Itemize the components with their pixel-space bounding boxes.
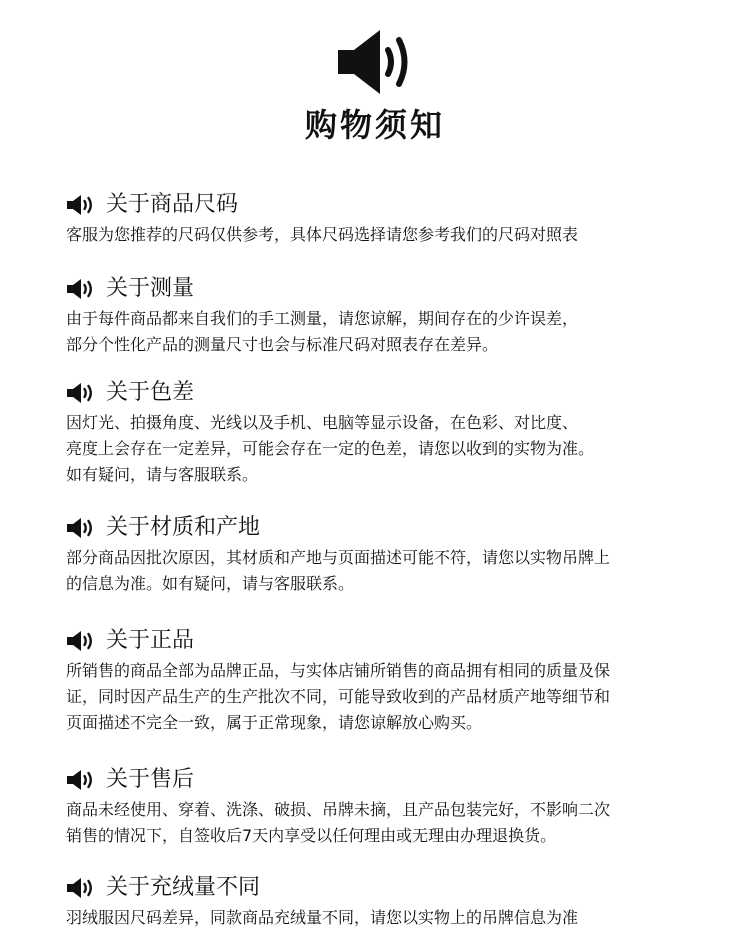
section-material-origin [66,513,696,597]
speaker-icon [66,630,94,652]
section-text: 因灯光、拍摄角度、光线以及手机、电脑等显示设备，在色彩、对比度、 [66,413,579,432]
section-title: 关于正品 [106,628,195,653]
section-text: 商品未经使用、穿着、洗涤、破损、吊牌未摘，且产品包装完好，不影响二次 [66,800,611,819]
section-title: 关于色差 [106,380,195,405]
section-title: 关于测量 [106,276,195,301]
speaker-icon [66,194,94,216]
section-text: 亮度上会存在一定差异，可能会存在一定的色差，请您以收到的实物为准。 [66,439,595,458]
section-title: 关于充绒量不同 [106,875,261,900]
section-text: 由于每件商品都来自我们的手工测量，请您谅解，期间存在的少许误差， [66,309,579,328]
speaker-icon [336,28,414,96]
page-title: 购物须知 [304,106,445,144]
section-title: 关于售后 [106,767,195,792]
section-text: 销售的情况下，自签收后7天内享受以任何理由或无理由办理退换货。 [66,826,557,845]
speaker-icon [66,382,94,404]
section-text: 部分个性化产品的测量尺寸也会与标准尺码对照表存在差异。 [66,335,499,354]
section-title: 关于材质和产地 [106,515,261,540]
section-text: 所销售的商品全部为品牌正品，与实体店铺所销售的商品拥有相同的质量及保 [66,661,611,680]
section-color-difference [66,378,696,488]
section-measurement [66,274,696,358]
section-authenticity [66,626,696,736]
section-title: 关于商品尺码 [106,192,239,217]
section-text: 证，同时因产品生产的生产批次不同，可能导致收到的产品材质产地等细节和 [66,687,611,706]
speaker-icon [66,278,94,300]
speaker-icon [66,769,94,791]
section-size [66,190,696,248]
section-down-fill [66,873,696,931]
section-text: 页面描述不完全一致，属于正常现象，请您谅解放心购买。 [66,713,483,732]
section-after-sales [66,765,696,849]
speaker-icon [66,517,94,539]
section-text: 部分商品因批次原因，其材质和产地与页面描述可能不符，请您以实物吊牌上 [66,548,611,567]
section-text: 的信息为准。如有疑问，请与客服联系。 [66,574,355,593]
section-text: 羽绒服因尺码差异，同款商品充绒量不同，请您以实物上的吊牌信息为准 [66,908,579,927]
speaker-icon [66,877,94,899]
section-text: 客服为您推荐的尺码仅供参考，具体尺码选择请您参考我们的尺码对照表 [66,225,579,244]
section-text: 如有疑问，请与客服联系。 [66,465,259,484]
